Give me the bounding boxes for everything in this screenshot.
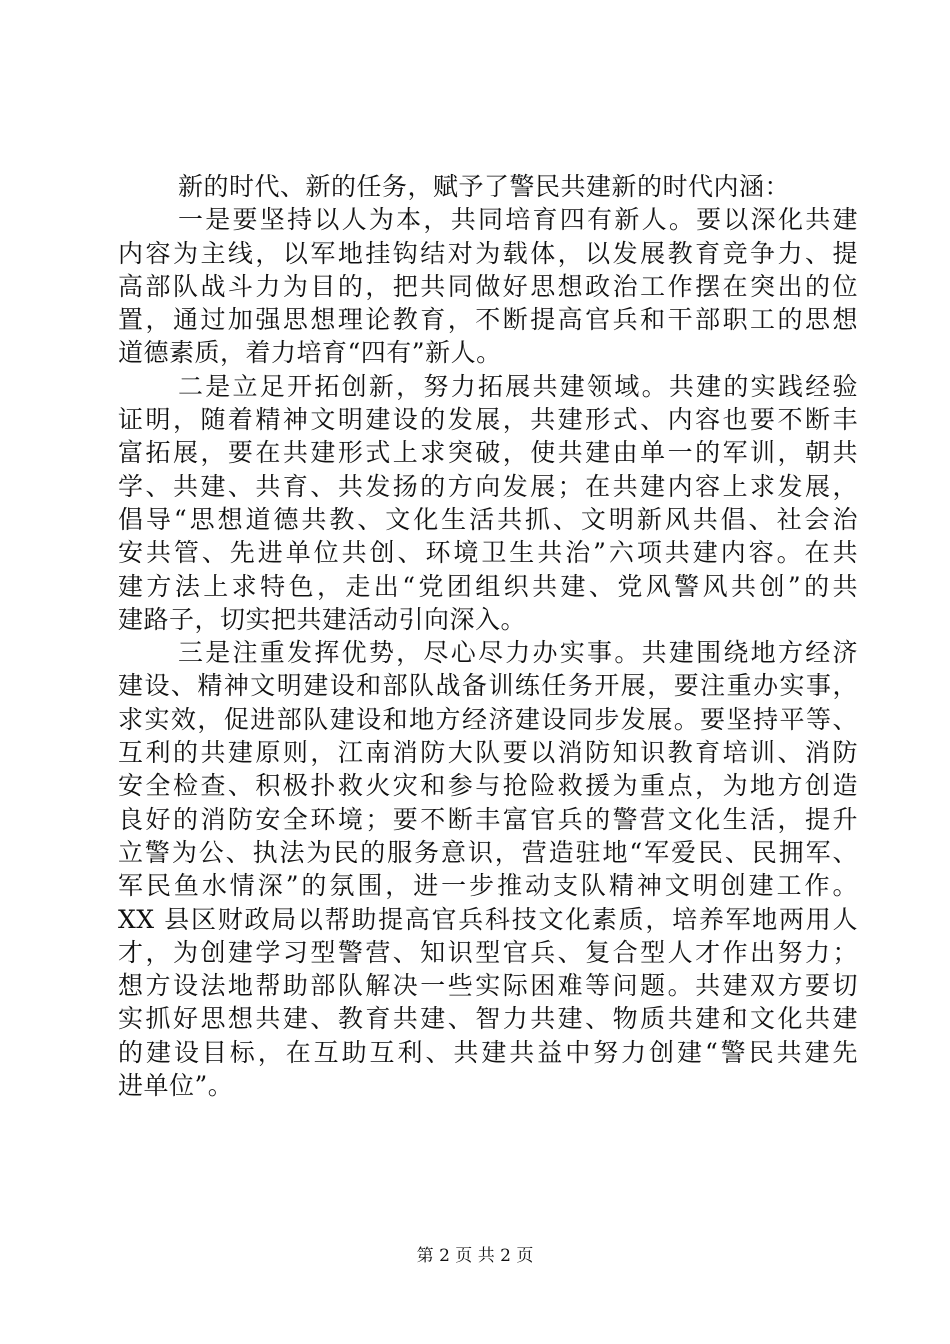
paragraph-line: 安全检查、积极扑救火灾和参与抢险救援为重点，为地方创造 xyxy=(118,771,858,801)
paragraph-line: 内容为主线，以军地挂钩结对为载体，以发展教育竞争力、提 xyxy=(118,238,858,268)
paragraph-line: 的建设目标，在互助互利、共建共益中努力创建“警民共建先 xyxy=(118,1037,858,1067)
paragraph-line: 道德素质，着力培育“四有”新人。 xyxy=(118,338,502,368)
paragraph-line: 才，为创建学习型警营、知识型官兵、复合型人才作出努力； xyxy=(118,937,858,967)
document-body xyxy=(118,170,858,1102)
paragraph-line: 实抓好思想共建、教育共建、智力共建、物质共建和文化共建 xyxy=(118,1004,858,1034)
paragraph-line: 证明，随着精神文明建设的发展，共建形式、内容也要不断丰 xyxy=(118,405,858,435)
paragraph-line: 进单位”。 xyxy=(118,1071,234,1101)
paragraph-line: 建设、精神文明建设和部队战备训练任务开展，要注重办实事， xyxy=(118,671,858,701)
paragraph-line: 学、共建、共育、共发扬的方向发展；在共建内容上求发展， xyxy=(118,471,858,501)
paragraph-line: 建方法上求特色，走出“党团组织共建、党风警风共创”的共 xyxy=(118,571,858,601)
paragraph-line: 求实效，促进部队建设和地方经济建设同步发展。要坚持平等、 xyxy=(118,704,858,734)
paragraph-line: 军民鱼水情深”的氛围，进一步推动支队精神文明创建工作。 xyxy=(118,871,858,901)
paragraph-line: 倡导“思想道德共教、文化生活共抓、文明新风共倡、社会治 xyxy=(118,504,858,534)
paragraph-line: 想方设法地帮助部队解决一些实际困难等问题。共建双方要切 xyxy=(118,971,858,1001)
page-number-footer: 第 2 页 共 2 页 xyxy=(416,1246,534,1266)
paragraph-line: 三是注重发挥优势，尽心尽力办实事。共建围绕地方经济 xyxy=(178,638,858,668)
paragraph-line: 富拓展，要在共建形式上求突破，使共建由单一的军训，朝共 xyxy=(118,438,858,468)
paragraph-line: 置，通过加强思想理论教育，不断提高官兵和干部职工的思想 xyxy=(118,305,858,335)
paragraph-line: 一是要坚持以人为本，共同培育四有新人。要以深化共建 xyxy=(178,205,858,235)
paragraph-line: 建路子，切实把共建活动引向深入。 xyxy=(118,604,527,634)
paragraph-line: 高部队战斗力为目的，把共同做好思想政治工作摆在突出的位 xyxy=(118,271,858,301)
paragraph-line: 新的时代、新的任务，赋予了警民共建新的时代内涵： xyxy=(178,172,791,201)
paragraph-line: 二是立足开拓创新，努力拓展共建领域。共建的实践经验 xyxy=(178,371,858,401)
paragraph-line: 互利的共建原则，江南消防大队要以消防知识教育培训、消防 xyxy=(118,738,858,768)
paragraph-line: 立警为公、执法为民的服务意识，营造驻地“军爱民、民拥军、 xyxy=(118,837,858,867)
paragraph-line: XX 县区财政局以帮助提高官兵科技文化素质，培养军地两用人 xyxy=(118,904,858,934)
paragraph-line: 良好的消防安全环境；要不断丰富官兵的警营文化生活，提升 xyxy=(118,804,858,834)
paragraph-line: 安共管、先进单位共创、环境卫生共治”六项共建内容。在共 xyxy=(118,538,858,568)
